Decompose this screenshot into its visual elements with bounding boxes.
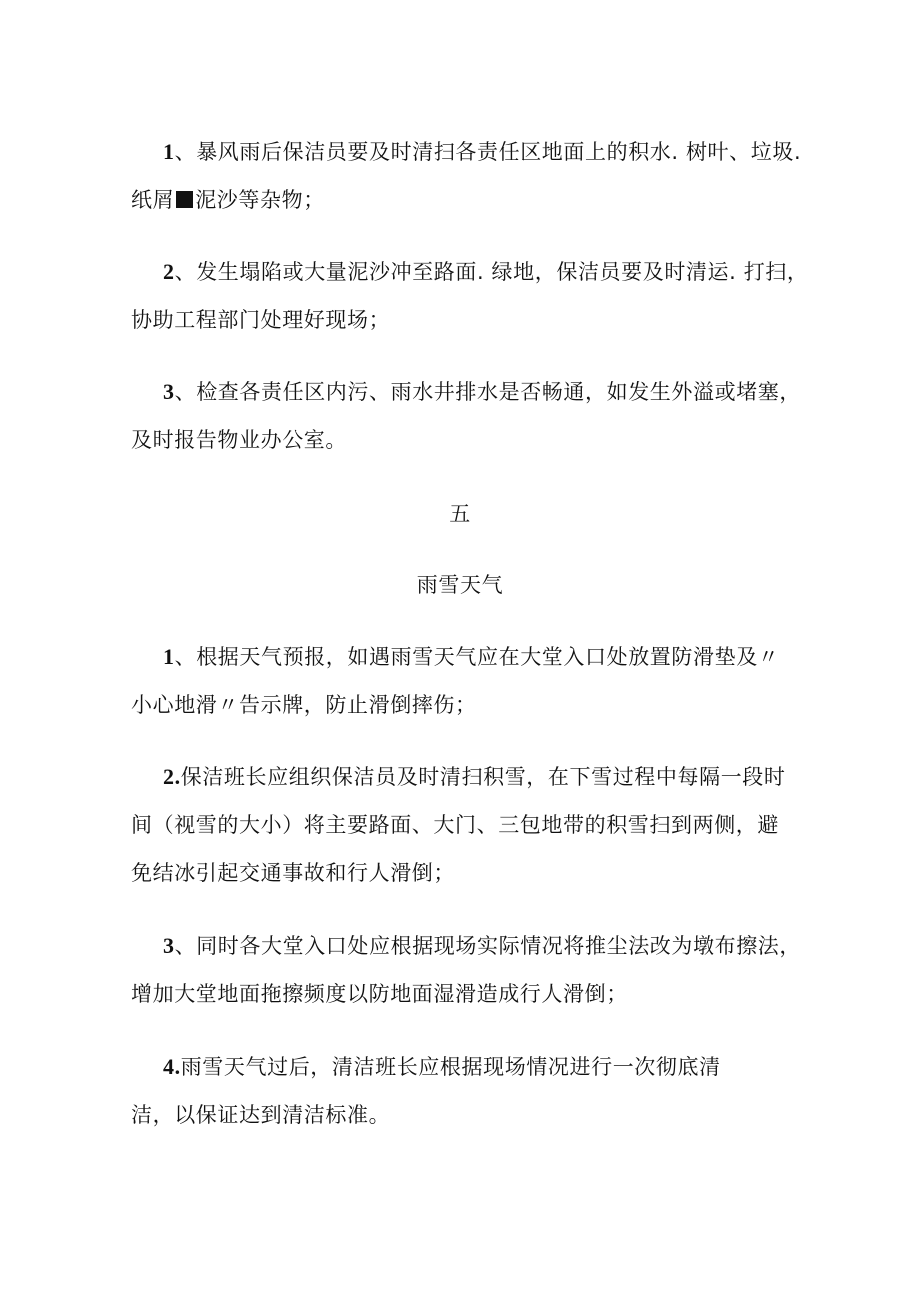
section-number: 五 [449,502,471,526]
section-title: 雨雪天气 [416,573,504,597]
snow-item-1-text-1: 、根据天气预报，如遇雨雪天气应在大堂入口处放置防滑垫及〃 [174,645,780,669]
redaction-block-icon [176,191,193,208]
snow-item-1-line-1 [163,643,779,671]
snow-item-4-line-1 [163,1053,721,1081]
snow-item-2-number: 2. [163,764,181,789]
storm-item-2-number: 2 [163,259,175,284]
snow-item-3-number: 3 [163,933,175,958]
storm-item-3-line-1 [163,378,801,406]
storm-item-2-text-1: 、发生塌陷或大量泥沙冲至路面. 绿地，保洁员要及时清运. 打扫， [174,260,809,284]
snow-item-1-line-2: 小心地滑〃告示牌，防止滑倒摔伤； [131,693,477,717]
storm-item-3-text-1: 、检查各责任区内污、雨水井排水是否畅通，如发生外溢或堵塞， [174,380,802,404]
snow-item-2-line-1 [163,763,786,791]
storm-item-1-text-2a: 纸屑 [131,188,175,212]
snow-item-1-number: 1 [163,644,175,669]
storm-item-1-text-2b: 泥沙等杂物； [195,188,325,212]
storm-item-2-line-2: 协助工程部门处理好现场； [131,308,391,332]
snow-item-4-number: 4. [163,1054,181,1079]
storm-item-1-line-2 [131,186,325,214]
storm-item-3-line-2: 及时报告物业办公室。 [131,428,347,452]
storm-item-2-line-1 [163,258,809,286]
snow-item-2-line-2: 间（视雪的大小）将主要路面、大门、三包地带的积雪扫到两侧，避 [131,813,779,837]
snow-item-3-text-1: 、同时各大堂入口处应根据现场实际情况将推尘法改为墩布擦法， [174,934,802,958]
snow-item-3-line-1 [163,932,801,960]
storm-item-3-number: 3 [163,379,175,404]
storm-item-1-line-1 [163,138,801,166]
storm-item-1-number: 1 [163,139,175,164]
snow-item-4-text-1: 雨雪天气过后，清洁班长应根据现场情况进行一次彻底清 [180,1055,721,1079]
snow-item-4-line-2: 洁，以保证达到清洁标准。 [131,1103,391,1127]
storm-item-1-text-1: 、暴风雨后保洁员要及时清扫各责任区地面上的积水. 树叶、垃圾. [174,140,802,164]
snow-item-2-text-1: 保洁班长应组织保洁员及时清扫积雪，在下雪过程中每隔一段时 [180,765,786,789]
snow-item-3-line-2: 增加大堂地面拖擦频度以防地面湿滑造成行人滑倒； [131,982,628,1006]
snow-item-2-line-3: 免结冰引起交通事故和行人滑倒； [131,861,455,885]
